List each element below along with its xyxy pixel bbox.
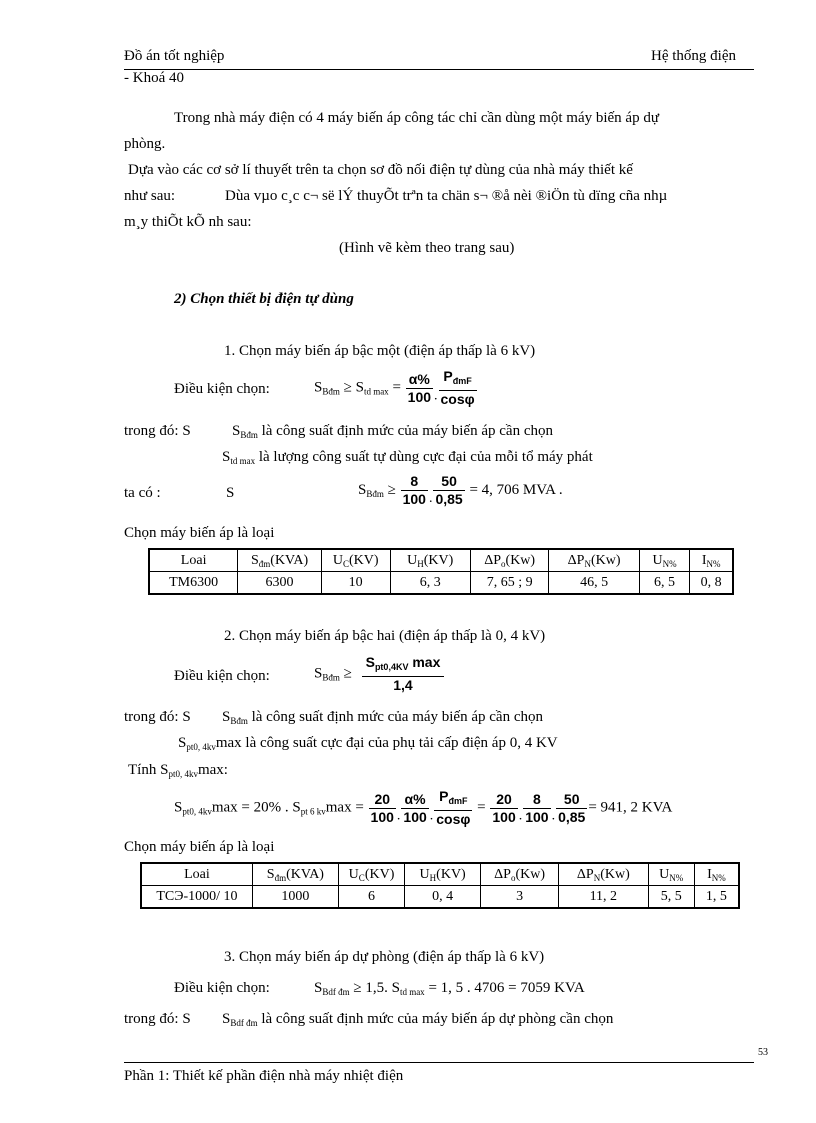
para1-line2: phòng. — [124, 136, 166, 152]
s1-cond-geq: ≥ S — [339, 379, 364, 396]
para1-line1: Trong nhà máy điện có 4 máy biến áp công tác chỉ cần dùng một máy biến áp dự — [174, 110, 659, 126]
td-cell: 10 — [321, 572, 390, 595]
s2-calc-formula: $S_{pt0, 4kv}\max = 20\%$ . $S_{pt 6 kv}\max$ = $\frac{20}{100}$ . $\frac{\alpha\%}{100}$ . $\frac{P_{đmF}}{\cos\varphi}$ = $\frac{20}{100}$ . $\frac{8}{100}$ . $\frac{50}{0,85}$ = 941, 2 KVA — [174, 788, 673, 827]
s2-frac: $\frac{S_{pt0,4KV} \max}{1,4}$ — [362, 654, 445, 694]
th-cell: $U_C(KV)$ — [321, 549, 390, 572]
footer-text: Phần 1: Thiết kế phần điện nhà máy nhiệt điện — [124, 1068, 404, 1084]
s1-cond-sub2: td max — [363, 386, 389, 397]
td-cell: 3 — [481, 886, 559, 909]
th-cell: $S_{đm}(KVA)$ — [252, 863, 338, 886]
th-cell: Loai — [149, 549, 238, 572]
td-cell: 7, 65 ; 9 — [470, 572, 549, 595]
s1-cond-formula: $S_{Bđm} \ge S_{td max}$ = $\frac{\alpha\%}{100}$ . $\frac{P_{đmF}}{\cos\varphi}$ — [314, 368, 475, 407]
s3-where-label: trong đó: S — [124, 1011, 191, 1027]
para2-line2a: như sau: — [124, 188, 176, 204]
s1-calc-frac2: $\frac{50}{0,85}$ — [435, 473, 463, 507]
th-cell: $U_{N\%}$ — [648, 863, 694, 886]
td-cell: 0, 8 — [690, 572, 733, 595]
header-rule — [124, 69, 754, 70]
td-cell: 5, 5 — [648, 886, 694, 909]
s1-calc-S1: S — [226, 485, 235, 501]
th-cell: $U_C(KV)$ — [338, 863, 404, 886]
s1-frac2-num: $P_{đmF}$ — [439, 368, 477, 391]
td-cell: 6 — [338, 886, 404, 909]
s2-choose: Chọn máy biến áp là loại — [124, 839, 275, 855]
para2-line3: m¸y thiÕt kÕ nh sau: — [124, 214, 252, 230]
th-cell: $I_{N\%}$ — [694, 863, 739, 886]
th-cell: $\Delta P_N(Kw)$ — [559, 863, 648, 886]
s1-frac2-den: cosφ — [440, 391, 475, 407]
s2-where-label: trong đó: S — [124, 709, 191, 725]
s2-cond-formula: $S_{Bđm}$ ≥ $\frac{S_{pt0,4KV} \max}{1,4}$ — [314, 654, 445, 694]
section-title: 2) Chọn thiết bị điện tự dùng — [174, 291, 354, 307]
page-number: 53 — [758, 1047, 768, 1058]
s3-where-def: $S_{Bdf đm}$ là công suất định mức của máy biến áp dự phòng cần chọn — [222, 1011, 614, 1028]
s1-frac1-den: 100 — [407, 388, 432, 405]
td-cell: 1, 5 — [694, 886, 739, 909]
th-cell: $I_{N\%}$ — [690, 549, 733, 572]
td-cell: 6300 — [238, 572, 322, 595]
th-cell: Loai — [141, 863, 252, 886]
s3-cond-label: Điều kiện chọn: — [174, 980, 270, 996]
s1-where-def: $S_{Bđm}$ là công suất định mức của máy biến áp cần chọn — [232, 423, 553, 440]
s2-where2-def: $S_{pt0, 4kv}\max$ là công suất cực đại của phụ tải cấp điện áp 0, 4 KV — [178, 735, 558, 752]
s1-cond-sub1: Bđm — [322, 386, 340, 397]
s2-title: 2. Chọn máy biến áp bậc hai (điện áp thấp là 0, 4 kV) — [224, 628, 546, 644]
td-cell: 1000 — [252, 886, 338, 909]
th-cell: $U_H(KV)$ — [405, 863, 481, 886]
s1-where2-def: $S_{td max}$ là lượng công suất tự dùng cực đại của mỗi tổ máy phát — [222, 449, 593, 466]
th-cell: $U_H(KV)$ — [390, 549, 470, 572]
s1-calc-formula: $S_{Bđm}$ ≥ $\frac{8}{100}$ . $\frac{50}{0,85}$ = 4, 706 MVA . — [358, 473, 563, 507]
s1-title: 1. Chọn máy biến áp bậc một (điện áp thấp là 6 kV) — [224, 343, 536, 359]
s1-choose: Chọn máy biến áp là loại — [124, 525, 275, 541]
s1-where-label: trong đó: S — [124, 423, 191, 439]
s1-cond-label: Điều kiện chọn: — [174, 381, 270, 397]
para2-line1: Dựa vào các cơ sở lí thuyết trên ta chọn sơ đồ nối điện tự dùng của nhà máy thiết kế — [128, 162, 633, 178]
s3-title: 3. Chọn máy biến áp dự phòng (điện áp thấp là 6 kV) — [224, 949, 545, 965]
s2-calc-title: Tính $S_{pt0, 4kv}\max$: — [128, 762, 228, 779]
td-cell: 46, 5 — [549, 572, 639, 595]
footer-rule — [124, 1062, 754, 1063]
th-cell: $\Delta P_o(Kw)$ — [470, 549, 549, 572]
td-cell: TM6300 — [149, 572, 238, 595]
td-cell: 11, 2 — [559, 886, 648, 909]
s2-cond-label: Điều kiện chọn: — [174, 668, 270, 684]
header-course: - Khoá 40 — [124, 70, 184, 86]
td-cell: 6, 3 — [390, 572, 470, 595]
s1-frac1 — [406, 371, 433, 406]
header-left: Đồ án tốt nghiệp — [124, 48, 225, 64]
th-cell: $S_{đm}(KVA)$ — [238, 549, 322, 572]
th-cell: $\Delta P_o(Kw)$ — [481, 863, 559, 886]
s1-calc-label: ta có : — [124, 485, 161, 501]
s2-spec-table — [140, 862, 740, 909]
s3-cond-formula: $S_{Bdf đm} \ge 1,5$. $S_{td max} = 1$, 5 . 4706 = 7059 KVA — [314, 980, 585, 997]
th-cell: $\Delta P_N(Kw)$ — [549, 549, 639, 572]
s1-spec-table — [148, 548, 734, 595]
td-cell: 6, 5 — [639, 572, 690, 595]
td-cell: 0, 4 — [405, 886, 481, 909]
header-right: Hệ thống điện — [651, 48, 736, 64]
s1-frac1-num: α% — [406, 371, 433, 389]
figure-note: (Hình vẽ kèm theo trang sau) — [339, 240, 515, 256]
td-cell: TCЭ-1000/ 10 — [141, 886, 252, 909]
para2-line2b: Dùa vµo c¸c c¬ së lÝ thuyÕt trªn ta chän s¬ ®å nèi ®iÖn tù dïng cña nhµ — [225, 188, 668, 204]
th-cell: $U_{N\%}$ — [639, 549, 690, 572]
s1-frac2 — [439, 368, 477, 408]
table-header-row — [141, 863, 739, 886]
s1-calc-result: = 4, 706 MVA . — [469, 481, 563, 498]
table-row — [141, 886, 739, 909]
s1-cond-S: S — [314, 379, 323, 396]
table-row — [149, 572, 733, 595]
s1-cond-eq: = — [388, 379, 401, 396]
table-header-row — [149, 549, 733, 572]
s2-calc-result: = 941, 2 KVA — [588, 799, 673, 816]
s1-calc-frac1: $\frac{8}{100}$ — [402, 473, 426, 507]
s2-where-def: $S_{Bđm}$ là công suất định mức của máy biến áp cần chọn — [222, 709, 543, 726]
